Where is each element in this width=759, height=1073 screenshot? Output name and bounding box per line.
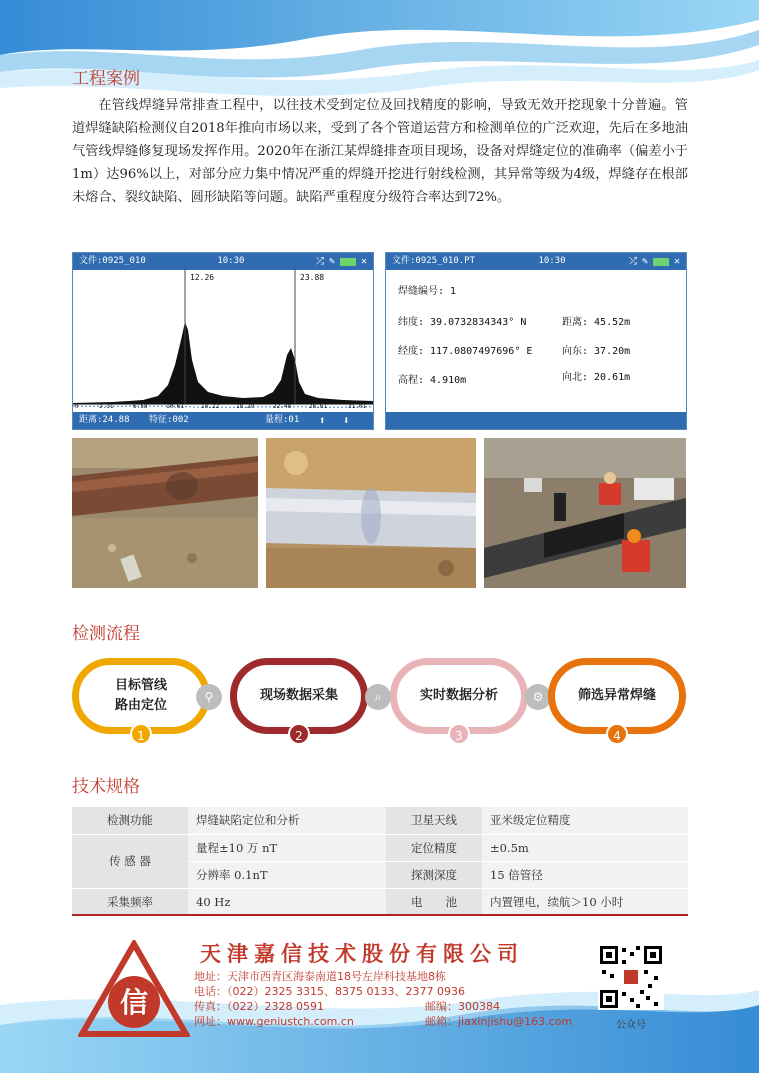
x-tick: 26.61 bbox=[309, 403, 328, 410]
coordinates-panel bbox=[386, 270, 686, 412]
peak2-label: 23.88 bbox=[300, 273, 325, 282]
screen2-time: 10:30 bbox=[538, 256, 566, 266]
search-icon: ⌕ bbox=[365, 684, 391, 710]
spec-table bbox=[72, 807, 688, 916]
step1-line2: 路由定位 bbox=[114, 698, 167, 713]
table-row bbox=[72, 807, 688, 834]
pipe-photo-rusty bbox=[72, 438, 258, 588]
spec-value: 分辨率 0.1nT bbox=[188, 861, 386, 888]
qr-code bbox=[598, 944, 664, 1010]
spec-key: 定位精度 bbox=[386, 834, 482, 861]
address-text: 地址：天津市西青区海泰南道18号左岸科技基地8栋 bbox=[194, 970, 446, 983]
step-number-2: 2 bbox=[288, 723, 310, 745]
satellite-icon: ✎ bbox=[328, 256, 335, 267]
step4-label: 筛选异常焊缝 bbox=[577, 688, 656, 703]
step2-label: 现场数据采集 bbox=[259, 688, 338, 703]
x-tick: 18.29 bbox=[236, 403, 255, 410]
longitude-value: 经度: 117.0807497696° E bbox=[398, 346, 533, 357]
step-number-4: 4 bbox=[606, 723, 628, 745]
screen1-title-bar bbox=[73, 253, 373, 270]
screen1-time: 10:30 bbox=[217, 256, 245, 266]
screen1-status-bar bbox=[73, 412, 373, 429]
spec-value: 亚米级定位精度 bbox=[482, 807, 688, 834]
satellite-icon: ✎ bbox=[641, 256, 648, 267]
step-number-3: 3 bbox=[448, 723, 470, 745]
spec-value: 内置锂电，续航＞10 小时 bbox=[482, 888, 688, 915]
spec-value: 量程±10 万 nT bbox=[188, 834, 386, 861]
device-screen-signal bbox=[72, 252, 374, 430]
north-value: 向北: 20.61m bbox=[562, 372, 631, 383]
company-logo bbox=[78, 940, 190, 1038]
battery-icon bbox=[340, 258, 356, 266]
shuffle-icon: ⤮ bbox=[315, 256, 324, 267]
table-row bbox=[72, 834, 688, 861]
website-link[interactable]: 网址：www.geniustch.com.cn bbox=[194, 1015, 354, 1028]
spec-key: 采集频率 bbox=[72, 888, 188, 915]
specs-section-title: 技术规格 bbox=[72, 777, 140, 797]
spec-key: 探测深度 bbox=[386, 861, 482, 888]
step3-label: 实时数据分析 bbox=[419, 688, 498, 703]
x-tick: 14.22 bbox=[201, 403, 220, 410]
phone-text: 电话：（022）2325 3315、8375 0133、2377 0936 bbox=[194, 985, 465, 998]
case-intro-paragraph: 在管线焊缝异常排查工程中，以往技术受到定位及回找精度的影响，导致无效开挖现象十分普遍。管道焊缝缺陷检测仪自2018年推向市场以来，受到了各个管道运营方和检测单位的广泛欢迎，先后在多地油气管线焊缝修复现场发挥作用。2020年在浙江某焊缝排查项目现场，设备对焊缝定位的准确率（偏差小于1m）达96%以上，对部分应力集中情况严重的焊缝开挖进行射线检测，其异常等级为4级，焊缝存在根部未熔合、裂纹缺陷、圆形缺陷等问题。缺陷严重程度分级符合率达到72%。 bbox=[72, 98, 688, 205]
peak1-label: 12.26 bbox=[190, 273, 215, 282]
screen2-title-bar bbox=[386, 253, 686, 270]
arrow-down-icon: ⬇ bbox=[343, 414, 350, 427]
altitude-value: 高程: 4.910m bbox=[398, 375, 467, 386]
gear-icon: ⚙ bbox=[525, 684, 551, 710]
screen2-status-bar bbox=[386, 412, 686, 429]
device-screen-coordinates bbox=[385, 252, 687, 430]
logo-character: 信 bbox=[119, 986, 149, 1019]
x-tick: 0 bbox=[75, 403, 79, 410]
spec-value: 40 Hz bbox=[188, 888, 386, 915]
signal-plot bbox=[73, 270, 373, 412]
spec-key: 卫星天线 bbox=[386, 807, 482, 834]
distance-value: 距离: 45.52m bbox=[562, 317, 631, 328]
company-name: 天津嘉信技术股份有限公司 bbox=[200, 942, 524, 966]
postcode-text: 邮编：300384 bbox=[425, 1000, 500, 1013]
distance-readout: 距离:24.88 bbox=[79, 415, 130, 425]
process-section-title: 检测流程 bbox=[72, 624, 140, 644]
feature-readout: 特征:002 bbox=[149, 415, 189, 425]
spec-value: 15 倍管径 bbox=[482, 861, 688, 888]
latitude-value: 纬度: 39.0732834343° N bbox=[398, 317, 527, 328]
spec-key: 传 感 器 bbox=[72, 834, 188, 888]
fax-text: 传真：（022）2328 0591 bbox=[194, 1000, 324, 1013]
x-tick: 2.31 bbox=[99, 403, 114, 410]
x-tick: 22.48 bbox=[273, 403, 292, 410]
process-flow bbox=[72, 650, 688, 750]
east-value: 向东: 37.20m bbox=[562, 346, 631, 357]
case-section-title: 工程案例 bbox=[72, 69, 140, 89]
pipe-photo-excavated bbox=[266, 438, 476, 588]
close-icon: ✕ bbox=[360, 256, 367, 267]
screen1-file-name: 文件:0925_010 bbox=[79, 256, 146, 266]
weld-number: 焊缝编号: 1 bbox=[398, 286, 457, 297]
arrow-up-icon: ⬆ bbox=[319, 414, 326, 427]
x-tick: 6.58 bbox=[133, 403, 148, 410]
close-icon: ✕ bbox=[673, 256, 680, 267]
spec-value: ±0.5m bbox=[482, 834, 688, 861]
range-readout: 量程:01 bbox=[265, 415, 300, 425]
battery-icon bbox=[653, 258, 669, 266]
qr-label: 公众号 bbox=[616, 1020, 646, 1031]
step-number-1: 1 bbox=[130, 723, 152, 745]
screen2-file-name: 文件:0925_010.PT bbox=[392, 256, 476, 266]
location-pin-icon: ⚲ bbox=[196, 684, 222, 710]
spec-key: 检测功能 bbox=[72, 807, 188, 834]
x-tick: 31.01 bbox=[348, 403, 367, 410]
x-tick: 10.61 bbox=[166, 403, 185, 410]
shuffle-icon: ⤮ bbox=[628, 256, 637, 267]
spec-value: 焊缝缺陷定位和分析 bbox=[188, 807, 386, 834]
email-link[interactable]: 邮箱：jiaxinjishu@163.com bbox=[425, 1015, 573, 1028]
spec-key: 电 池 bbox=[386, 888, 482, 915]
pipe-photo-workers bbox=[484, 438, 686, 588]
step1-line1: 目标管线 bbox=[114, 678, 167, 693]
